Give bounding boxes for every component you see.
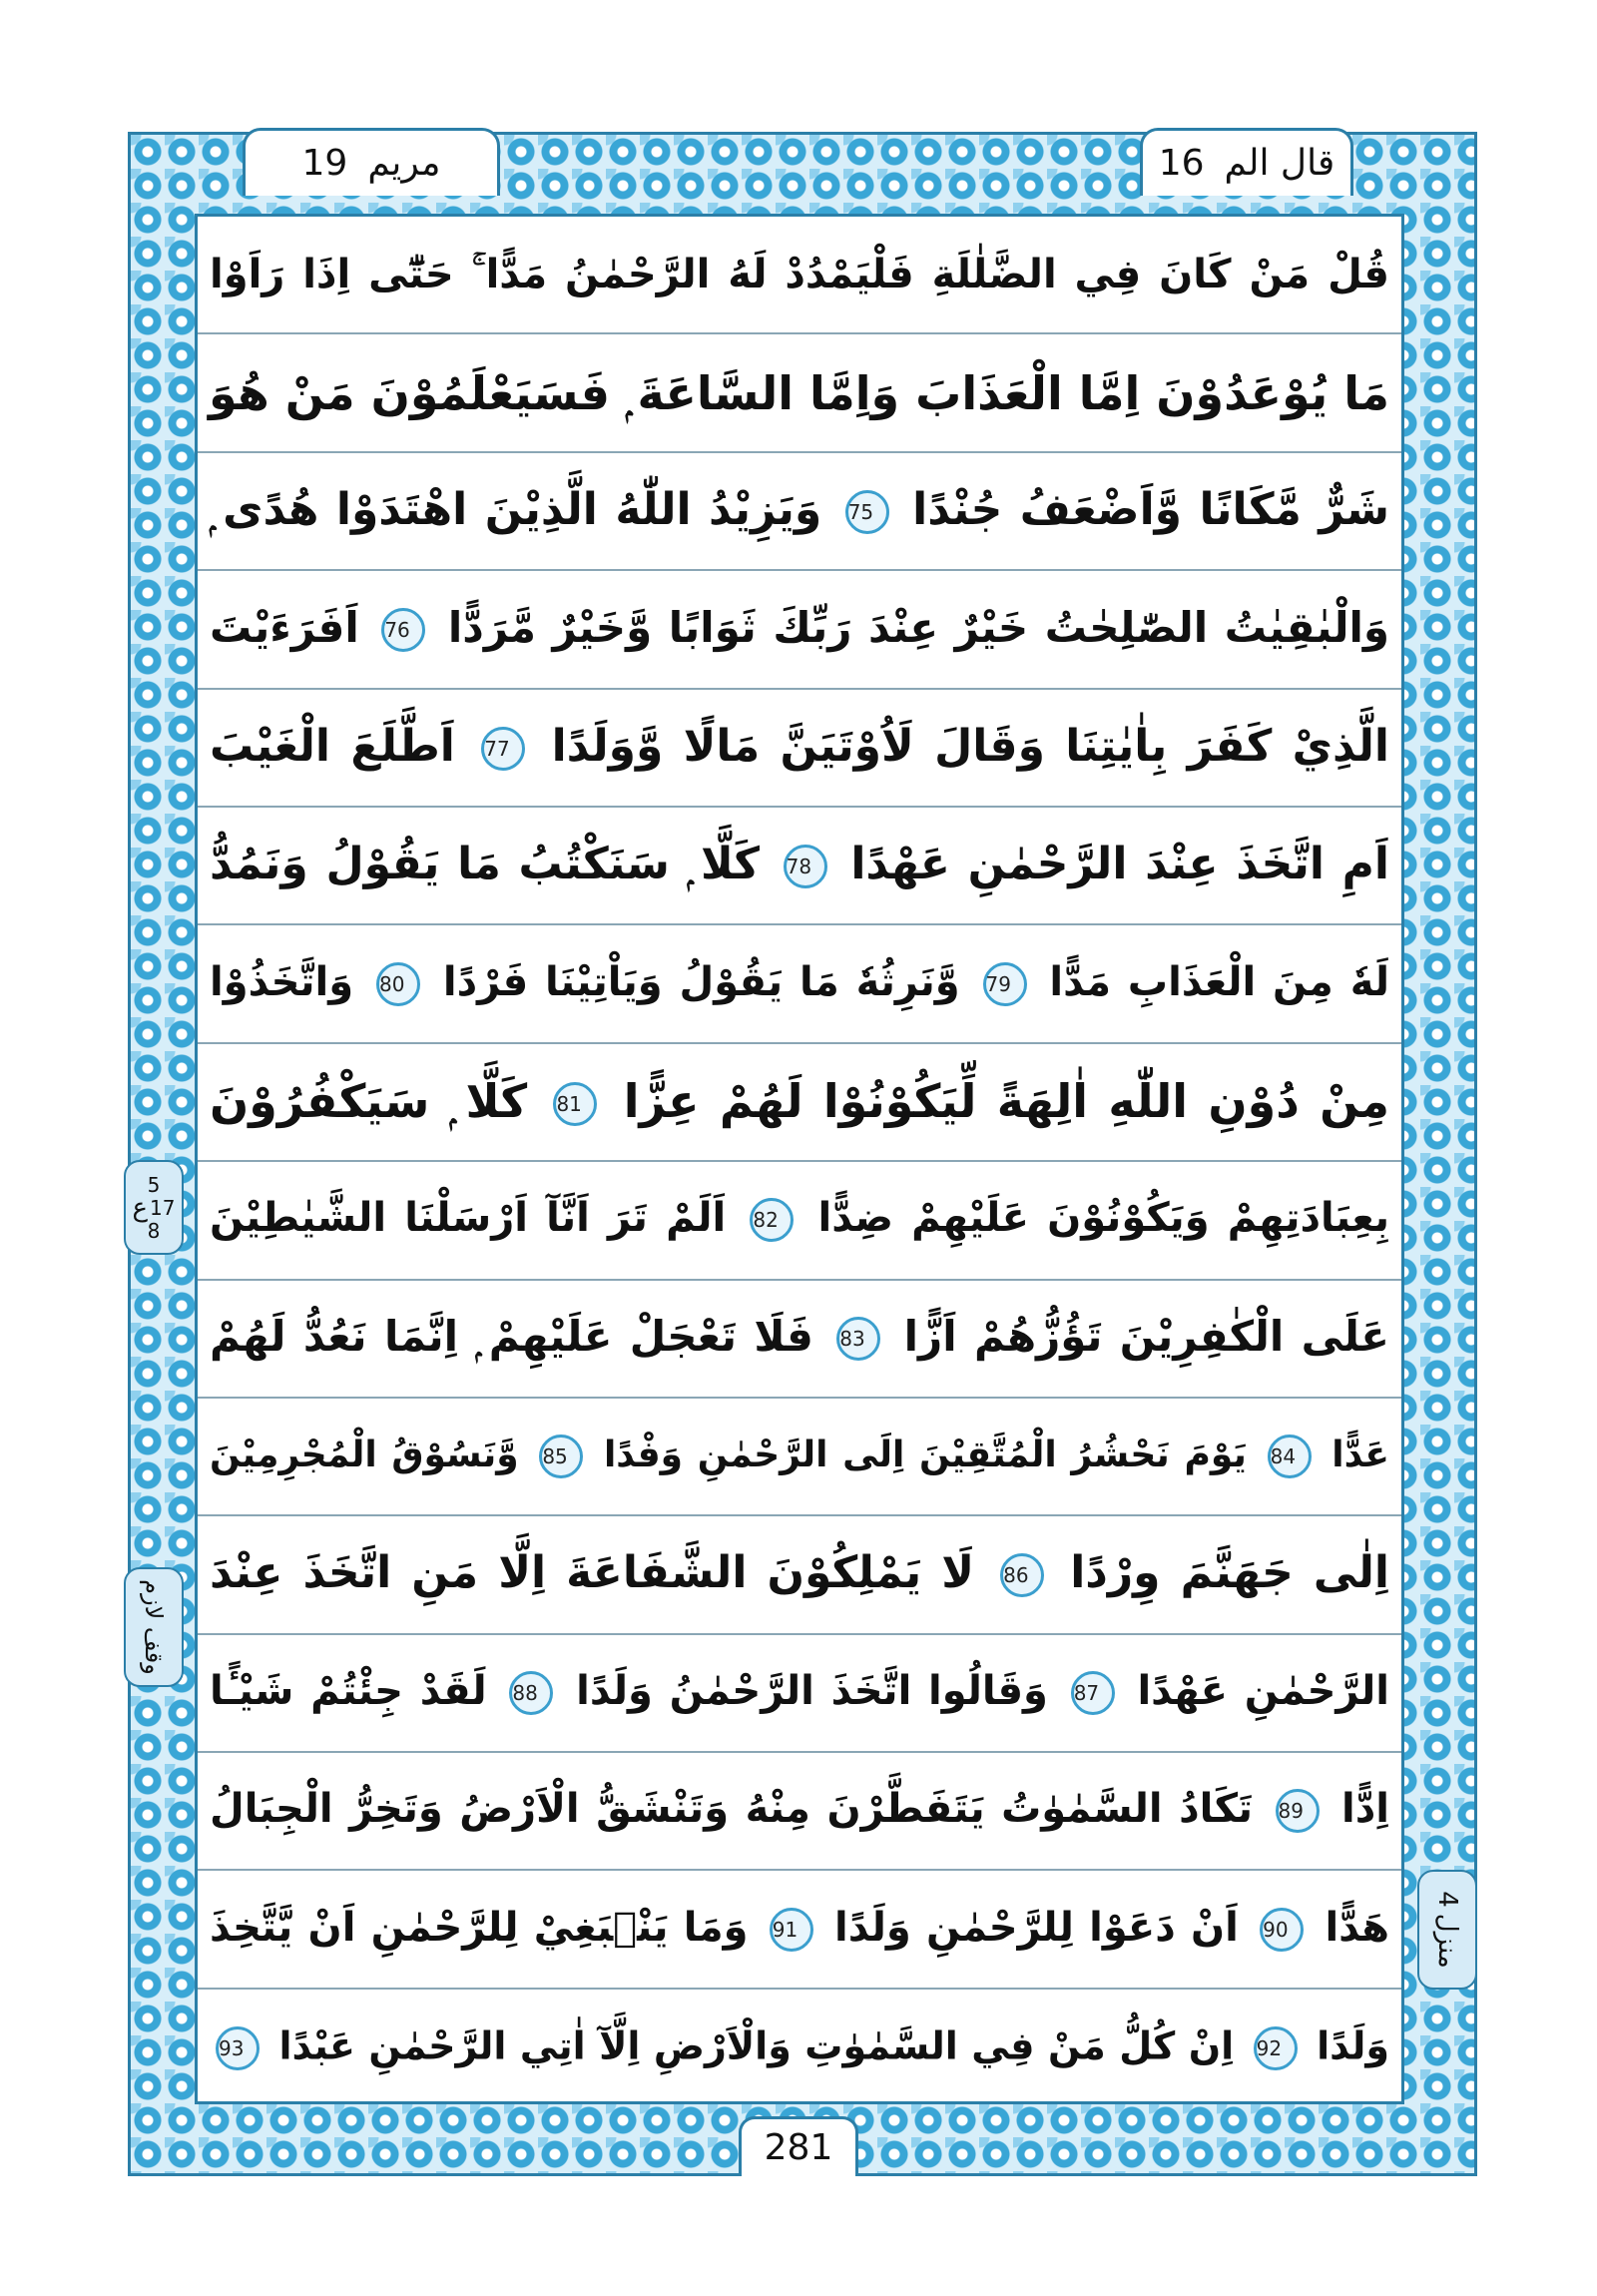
verse-text: عَلَى الْكٰفِرِيْنَ تَؤُزُّهُمْ اَزًّا — [903, 1311, 1389, 1361]
ayah-number-marker: 81 — [553, 1082, 597, 1126]
ruku-marker — [124, 1160, 184, 1255]
text-line — [198, 1399, 1401, 1516]
ayah-number-marker: 85 — [539, 1435, 583, 1478]
line-text — [209, 365, 1389, 420]
verse-text: اِدًّا — [1341, 1786, 1389, 1833]
line-text — [210, 958, 1389, 1006]
text-line — [198, 690, 1401, 808]
ayah-number-marker: 86 — [1000, 1553, 1044, 1597]
ayah-number-marker: 89 — [1276, 1789, 1320, 1833]
juz-header-tab — [1140, 128, 1353, 196]
manzil-number: 4 — [1432, 1891, 1462, 1908]
line-text — [210, 1547, 1390, 1599]
line-text — [210, 602, 1390, 653]
verse-text: لَقَدْ جِئْتُمْ شَيْـًٔا — [210, 1667, 487, 1714]
ayah-number-marker: 75 — [845, 490, 889, 534]
text-line — [198, 453, 1401, 571]
verse-text: اَفَرَءَيْتَ — [210, 602, 359, 652]
waqf-label: وقف لازم — [140, 1579, 169, 1675]
ruku-bottom-number: 8 — [147, 1218, 161, 1243]
manzil-label: منزل — [1432, 1913, 1462, 1969]
manzil-text — [1432, 1891, 1462, 1969]
line-text — [210, 1667, 1390, 1715]
verse-text: هَدًّا — [1325, 1904, 1390, 1951]
verse-text: مِنْ دُوْنِ اللّٰهِ اٰلِهَةً لِّيَكُوْنُوْا لَهُمْ عِزًّا — [623, 1073, 1389, 1128]
verse-text: اَطَّلَعَ الْغَيْبَ — [210, 720, 455, 772]
verse-text: كَلَّا ۭ سَيَكْفُرُوْنَ — [210, 1073, 528, 1128]
line-text — [210, 720, 1389, 772]
verse-text: وَاتَّخَذُوْا — [210, 958, 354, 1005]
ayah-number-marker: 80 — [376, 962, 420, 1006]
line-text — [210, 1435, 1389, 1478]
verse-text: عَدًّا — [1331, 1435, 1389, 1476]
verse-text: الَّذِيْ كَفَرَ بِاٰيٰتِنَا وَقَالَ لَاُوْتَيَنَّ مَالًا وَّوَلَدًا — [551, 720, 1389, 772]
juz-name: قال الم — [1224, 143, 1335, 184]
ruku-symbol: ع — [132, 1192, 149, 1223]
verse-text: بِعِبَادَتِهِمْ وَيَكُوْنُوْنَ عَلَيْهِمْ ضِدًّا — [817, 1195, 1389, 1242]
text-line — [198, 1162, 1401, 1280]
line-text — [210, 1904, 1390, 1952]
text-line — [198, 1516, 1401, 1634]
text-line — [198, 1753, 1401, 1871]
text-line — [198, 217, 1401, 334]
line-text — [210, 1786, 1389, 1833]
verse-text: وَالْبٰقِيٰتُ الصّٰلِحٰتُ خَيْرٌ عِنْدَ رَبِّكَ ثَوَابًا وَّخَيْرٌ مَّرَدًّا — [447, 602, 1390, 652]
verse-text: وَقَالُوا اتَّخَذَ الرَّحْمٰنُ وَلَدًا — [576, 1667, 1048, 1714]
verse-text: وَّنَسُوْقُ الْمُجْرِمِيْنَ — [210, 1435, 519, 1476]
surah-header-tab — [243, 128, 500, 196]
quran-text-area — [195, 214, 1404, 2104]
verse-text: تَكَادُ السَّمٰوٰتُ يَتَفَطَّرْنَ مِنْهُ وَتَنْشَقُّ الْاَرْضُ وَتَخِرُّ الْجِبَالُ — [210, 1786, 1253, 1833]
ayah-number-marker: 79 — [983, 962, 1027, 1006]
ruku-middle-row — [132, 1192, 176, 1223]
ayah-number-marker: 88 — [509, 1671, 553, 1715]
verse-text: اَنْ دَعَوْا لِلرَّحْمٰنِ وَلَدًا — [834, 1904, 1239, 1951]
manzil-marker — [1417, 1870, 1477, 1990]
verse-text: وَيَزِيْدُ اللّٰهُ الَّذِيْنَ اهْتَدَوْا هُدًى ۭ — [210, 483, 822, 535]
waqf-lazim-marker — [124, 1567, 184, 1687]
ayah-number-marker: 82 — [750, 1198, 794, 1242]
ruku-middle-number: 17 — [150, 1195, 176, 1220]
ayah-number-marker: 90 — [1260, 1908, 1304, 1952]
line-text — [210, 252, 1389, 298]
verse-text: وَّنَرِثُهٗ مَا يَقُوْلُ وَيَاْتِيْنَا فَرْدًا — [442, 958, 960, 1005]
verse-text: اَلَمْ تَرَ اَنَّآ اَرْسَلْنَا الشَّيٰطِيْنَ — [210, 1195, 727, 1242]
text-line — [198, 571, 1401, 689]
ruku-top-number: 5 — [147, 1172, 161, 1197]
verse-text: قُلْ مَنْ كَانَ فِي الضَّلٰلَةِ فَلْيَمْدُدْ لَهُ الرَّحْمٰنُ مَدًّا ۚ حَتّٰٓى اِذَا رَاَوْا — [210, 252, 1389, 298]
ayah-number-marker: 84 — [1268, 1435, 1312, 1478]
line-text — [210, 2023, 1390, 2070]
verse-text: شَرٌّ مَّكَانًا وَّاَضْعَفُ جُنْدًا — [912, 483, 1389, 535]
verse-text: وَمَا يَنْۢبَغِيْ لِلرَّحْمٰنِ اَنْ يَّتَّخِذَ — [210, 1904, 749, 1951]
line-text — [210, 483, 1389, 535]
verse-text: اِنْ كُلُّ مَنْ فِي السَّمٰوٰتِ وَالْاَرْضِ اِلَّآ اٰتِي الرَّحْمٰنِ عَبْدًا — [278, 2023, 1235, 2068]
ayah-number-marker: 78 — [784, 845, 827, 888]
surah-number: 19 — [301, 143, 348, 184]
page-number: 281 — [739, 2116, 858, 2176]
verse-text: مَا يُوْعَدُوْنَ اِمَّا الْعَذَابَ وَاِمَّا السَّاعَةَ ۭ فَسَيَعْلَمُوْنَ مَنْ هُوَ — [209, 365, 1389, 420]
text-line — [198, 925, 1401, 1043]
ayah-number-marker: 83 — [836, 1317, 880, 1361]
verse-text: لَهٗ مِنَ الْعَذَابِ مَدًّا — [1049, 958, 1389, 1005]
verse-text: اِلٰى جَهَنَّمَ وِرْدًا — [1070, 1547, 1390, 1599]
ayah-number-marker: 92 — [1254, 2026, 1298, 2070]
surah-name: مریم — [367, 143, 441, 184]
ayah-number-marker: 93 — [216, 2026, 260, 2070]
verse-text: لَا يَمْلِكُوْنَ الشَّفَاعَةَ اِلَّا مَنِ اتَّخَذَ عِنْدَ — [210, 1547, 975, 1599]
verse-text: الرَّحْمٰنِ عَهْدًا — [1137, 1667, 1390, 1714]
text-line — [198, 334, 1401, 452]
line-text — [210, 1073, 1389, 1128]
verse-text: فَلَا تَعْجَلْ عَلَيْهِمْ ۭ اِنَّمَا نَعُدُّ لَهُمْ — [210, 1311, 813, 1361]
ayah-number-marker: 77 — [481, 727, 525, 771]
text-line — [198, 1281, 1401, 1399]
verse-text: كَلَّا ۭ سَنَكْتُبُ مَا يَقُوْلُ وَنَمُدُّ — [210, 839, 760, 890]
ayah-number-marker: 91 — [770, 1908, 813, 1952]
ayah-number-marker: 87 — [1071, 1671, 1115, 1715]
line-text — [210, 839, 1389, 890]
verse-text: يَوْمَ نَحْشُرُ الْمُتَّقِيْنَ اِلَى الرَّحْمٰنِ وَفْدًا — [603, 1435, 1247, 1476]
ayah-number-marker: 76 — [381, 608, 425, 652]
text-line — [198, 1871, 1401, 1989]
text-line — [198, 808, 1401, 925]
line-text — [210, 1311, 1389, 1362]
text-line — [198, 1635, 1401, 1753]
verse-text: اَمِ اتَّخَذَ عِنْدَ الرَّحْمٰنِ عَهْدًا — [850, 839, 1389, 890]
verse-text: وَلَدًا — [1317, 2023, 1390, 2068]
juz-number: 16 — [1158, 143, 1205, 184]
text-line — [198, 1990, 1401, 2107]
line-text — [210, 1195, 1389, 1242]
text-line — [198, 1044, 1401, 1162]
